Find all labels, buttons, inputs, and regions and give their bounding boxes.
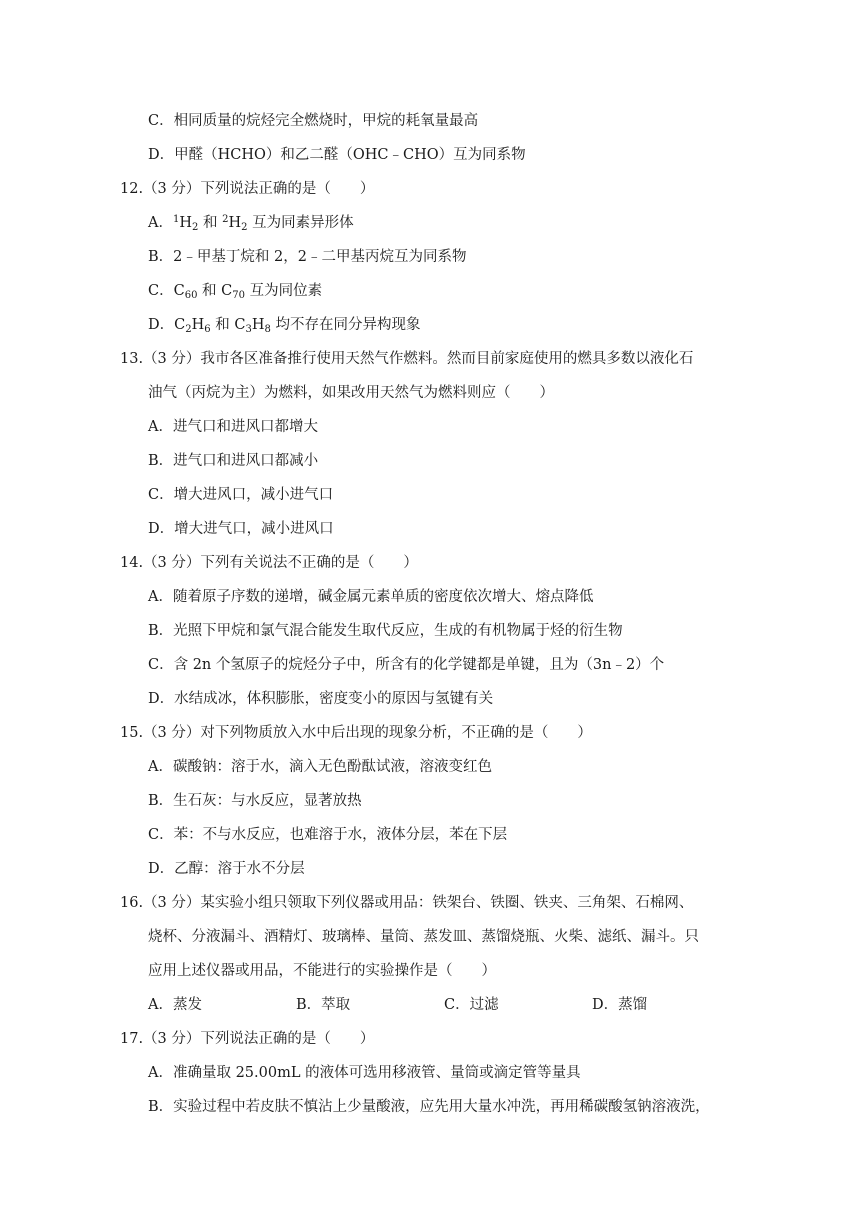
q16-option-d: D．蒸馏 (592, 997, 648, 1013)
q12-option-d-suffix: 均不存在同分异构现象 (270, 317, 421, 333)
q14-option-d: D．水结成冰，体积膨胀，密度变小的原因与氢键有关 (148, 691, 494, 707)
q15-stem: 15.（3 分）对下列物质放入水中后出现的现象分析，不正确的是（ ） (120, 725, 592, 741)
q12-option-a-mid: 和 (198, 215, 223, 231)
q12-option-d-prefix: D．C (148, 317, 186, 333)
q12-option-c (148, 282, 322, 300)
q11-option-c: C．相同质量的烷烃完全燃烧时，甲烷的耗氧量最高 (148, 113, 479, 129)
q13-option-c: C．增大进风口，减小进气口 (148, 487, 334, 503)
q13-option-b: B．进气口和进风口都减小 (148, 453, 319, 469)
q13-option-a: A．进气口和进风口都增大 (148, 419, 318, 435)
q17-option-a: A．准确量取 25.00mL 的液体可选用移液管、量筒或滴定管等量具 (148, 1065, 581, 1081)
q12-option-d-sub2: 6 (204, 324, 211, 335)
q15-option-c: C．苯：不与水反应，也难溶于水，液体分层，苯在下层 (148, 827, 508, 843)
q12-option-a-h1: H (179, 215, 193, 231)
q15-option-a: A．碳酸钠：溶于水，滴入无色酚酞试液，溶液变红色 (148, 759, 492, 775)
q12-option-c-sub1: 60 (184, 290, 198, 301)
q11-option-d: D．甲醛（HCHO）和乙二醛（OHC﹣CHO）互为同系物 (148, 147, 526, 163)
q12-option-a-mass2: 2 (222, 214, 229, 225)
q12-option-d-h1: H (191, 317, 205, 333)
q12-option-d-mid: 和 C (210, 317, 246, 333)
q12-option-a-prefix: A． (148, 215, 173, 231)
q12-option-c-sub2: 70 (232, 290, 245, 301)
q17-option-b: B．实验过程中若皮肤不慎沾上少量酸液，应先用大量水冲洗，再用稀碳酸氢钠溶液洗， (148, 1099, 710, 1115)
q12-option-a (148, 214, 354, 232)
q16-option-c: C．过滤 (444, 997, 499, 1013)
q16-option-a: A．蒸发 (148, 997, 202, 1013)
q12-option-a-h2: H (228, 215, 242, 231)
q12-option-a-sub1: 2 (192, 222, 199, 233)
q14-option-b: B．光照下甲烷和氯气混合能发生取代反应，生成的有机物属于烃的衍生物 (148, 623, 623, 639)
q17-stem: 17.（3 分）下列说法正确的是（ ） (120, 1031, 375, 1047)
q12-option-a-suffix: 互为同素异形体 (247, 215, 354, 231)
q12-option-a-sub2: 2 (241, 222, 248, 233)
q16-option-b: B．萃取 (296, 997, 351, 1013)
q15-option-d: D．乙醇：溶于水不分层 (148, 861, 305, 877)
q14-stem: 14.（3 分）下列有关说法不正确的是（ ） (120, 555, 418, 571)
q13-option-d: D．增大进气口，减小进风口 (148, 521, 334, 537)
q14-option-a: A．随着原子序数的递增，碱金属元素单质的密度依次增大、熔点降低 (148, 589, 594, 605)
q14-option-c: C．含 2n 个氢原子的烷烃分子中，所含有的化学键都是单键，且为（3n﹣2）个 (148, 657, 665, 673)
q12-option-d-sub3: 3 (245, 324, 252, 335)
q16-stem-line1: 16.（3 分）某实验小组只领取下列仪器或用品：铁架台、铁圈、铁夹、三角架、石棉网、 (120, 895, 694, 911)
q12-option-d-sub1: 2 (185, 324, 192, 335)
q12-option-d (148, 316, 420, 334)
q12-option-d-sub4: 8 (264, 324, 271, 335)
q15-option-b: B．生石灰：与水反应，显著放热 (148, 793, 362, 809)
q12-option-c-suffix: 互为同位素 (245, 283, 323, 299)
q12-option-a-mass1: 1 (172, 214, 180, 225)
q16-stem-line3: 应用上述仪器或用品，不能进行的实验操作是（ ） (148, 963, 496, 979)
q16-stem-line2: 烧杯、分液漏斗、酒精灯、玻璃棒、量筒、蒸发皿、蒸馏烧瓶、火柴、滤纸、漏斗。只 (148, 929, 699, 945)
q12-option-c-prefix: C．C (148, 283, 185, 299)
q12-option-c-mid: 和 C (197, 283, 233, 299)
q12-option-d-h2: H (251, 317, 265, 333)
q13-stem-line1: 13.（3 分）我市各区准备推行使用天然气作燃料。然而目前家庭使用的燃具多数以液化石 (120, 351, 694, 367)
q13-stem-line2: 油气（丙烷为主）为燃料，如果改用天然气为燃料则应（ ） (148, 385, 554, 401)
q12-option-b: B．2﹣甲基丁烷和 2，2﹣二甲基丙烷互为同系物 (148, 249, 467, 265)
q12-stem: 12.（3 分）下列说法正确的是（ ） (120, 181, 375, 197)
